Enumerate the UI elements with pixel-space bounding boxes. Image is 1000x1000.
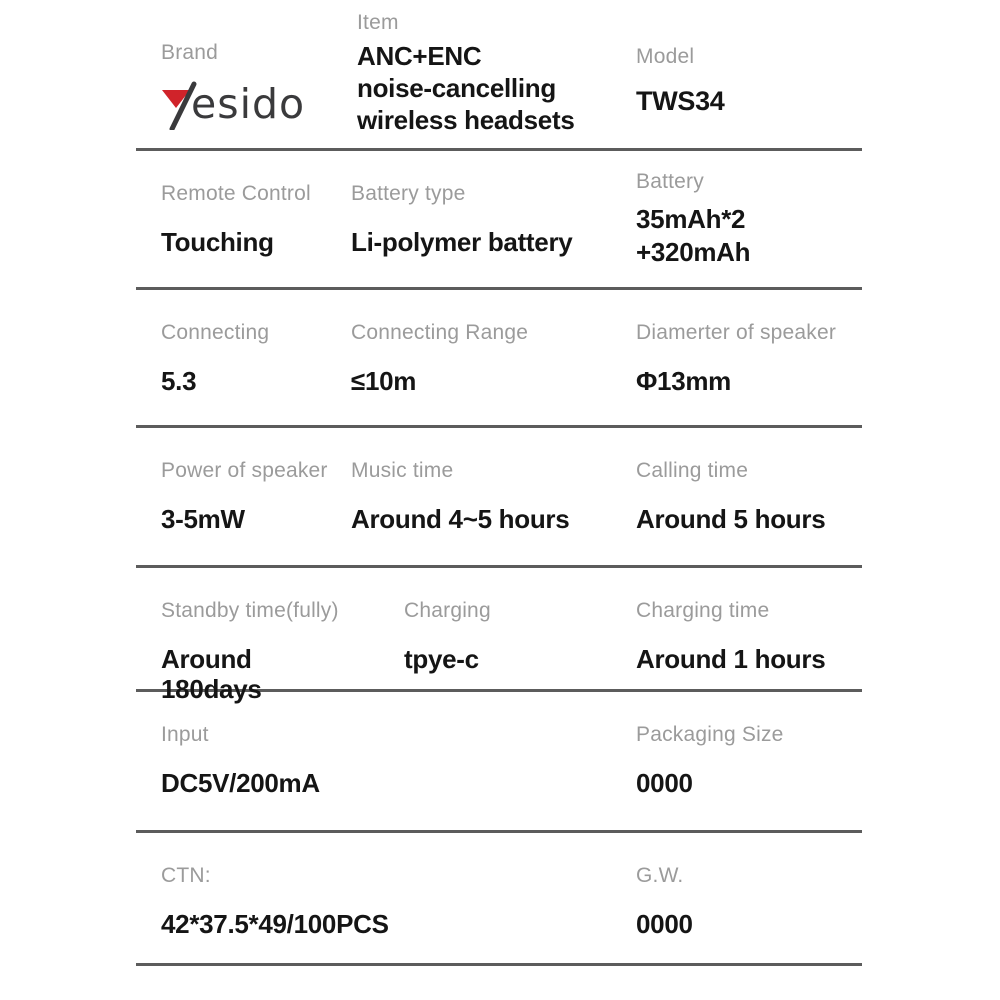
spec-cell: [636, 692, 862, 830]
model-cell: [636, 0, 862, 148]
spec-value: 5.3: [161, 366, 197, 396]
spec-row-input: [136, 692, 862, 833]
spec-table: [136, 0, 862, 966]
spec-cell: [351, 568, 636, 704]
spec-cell-empty: [351, 833, 636, 963]
brand-label: Brand: [161, 41, 219, 64]
spec-row-remote-control: [136, 151, 862, 290]
spec-cell: [636, 151, 862, 287]
spec-value: 3-5mW: [161, 504, 245, 534]
spec-label: Connecting Range: [351, 321, 529, 344]
spec-value: 0000: [636, 768, 693, 798]
spec-cell: [136, 151, 351, 287]
spec-cell: [136, 428, 351, 565]
spec-label: Connecting: [161, 321, 270, 344]
item-cell: [351, 0, 636, 148]
yesido-logo: [161, 78, 321, 130]
spec-label: Diamerter of speaker: [636, 321, 837, 344]
spec-value: 0000: [636, 909, 693, 939]
spec-row-standby: [136, 568, 862, 704]
spec-cell: [136, 833, 389, 963]
spec-value: Around 4~5 hours: [351, 504, 570, 534]
spec-cell: [351, 290, 636, 425]
item-label: Item: [357, 11, 399, 34]
spec-value: Φ13mm: [636, 366, 731, 396]
spec-cell: [636, 833, 862, 963]
spec-label: Charging time: [636, 599, 770, 622]
spec-cell-empty: [351, 692, 636, 830]
spec-label: Packaging Size: [636, 723, 784, 746]
spec-value: ≤10m: [351, 366, 417, 396]
spec-cell: [136, 568, 351, 704]
spec-value: tpye-c: [404, 644, 479, 674]
logo-text: esido: [191, 80, 306, 128]
item-value: ANC+ENC noise-cancelling wireless headsets: [357, 41, 575, 135]
spec-label: Charging: [404, 599, 491, 622]
spec-cell: [136, 692, 351, 830]
spec-label: Calling time: [636, 459, 749, 482]
model-value: TWS34: [636, 86, 725, 116]
spec-value: Around 5 hours: [636, 504, 826, 534]
model-label: Model: [636, 45, 695, 68]
spec-value: 35mAh*2 +320mAh: [636, 204, 751, 267]
spec-cell: [636, 568, 862, 704]
spec-label: Power of speaker: [161, 459, 328, 482]
spec-value: Around 180days: [161, 644, 262, 704]
spec-row-power: [136, 428, 862, 568]
brand-cell: [136, 0, 351, 148]
spec-value: DC5V/200mA: [161, 768, 320, 798]
spec-value: 42*37.5*49/100PCS: [161, 909, 389, 939]
spec-value: Touching: [161, 227, 274, 257]
spec-row-ctn: [136, 833, 862, 966]
spec-cell: [351, 428, 636, 565]
spec-label: Battery: [636, 170, 704, 193]
spec-cell: [351, 151, 636, 287]
spec-cell: [136, 290, 351, 425]
spec-label: G.W.: [636, 864, 684, 887]
spec-label: Music time: [351, 459, 454, 482]
spec-cell: [636, 428, 862, 565]
spec-label: Standby time(fully): [161, 599, 339, 622]
spec-label: CTN:: [161, 864, 211, 887]
spec-label: Remote Control: [161, 182, 311, 205]
spec-value: Li-polymer battery: [351, 227, 573, 257]
spec-cell: [636, 290, 862, 425]
spec-label: Battery type: [351, 182, 466, 205]
spec-row-connecting: [136, 290, 862, 428]
spec-value: Around 1 hours: [636, 644, 826, 674]
spec-label: Input: [161, 723, 209, 746]
header-row: [136, 0, 862, 151]
